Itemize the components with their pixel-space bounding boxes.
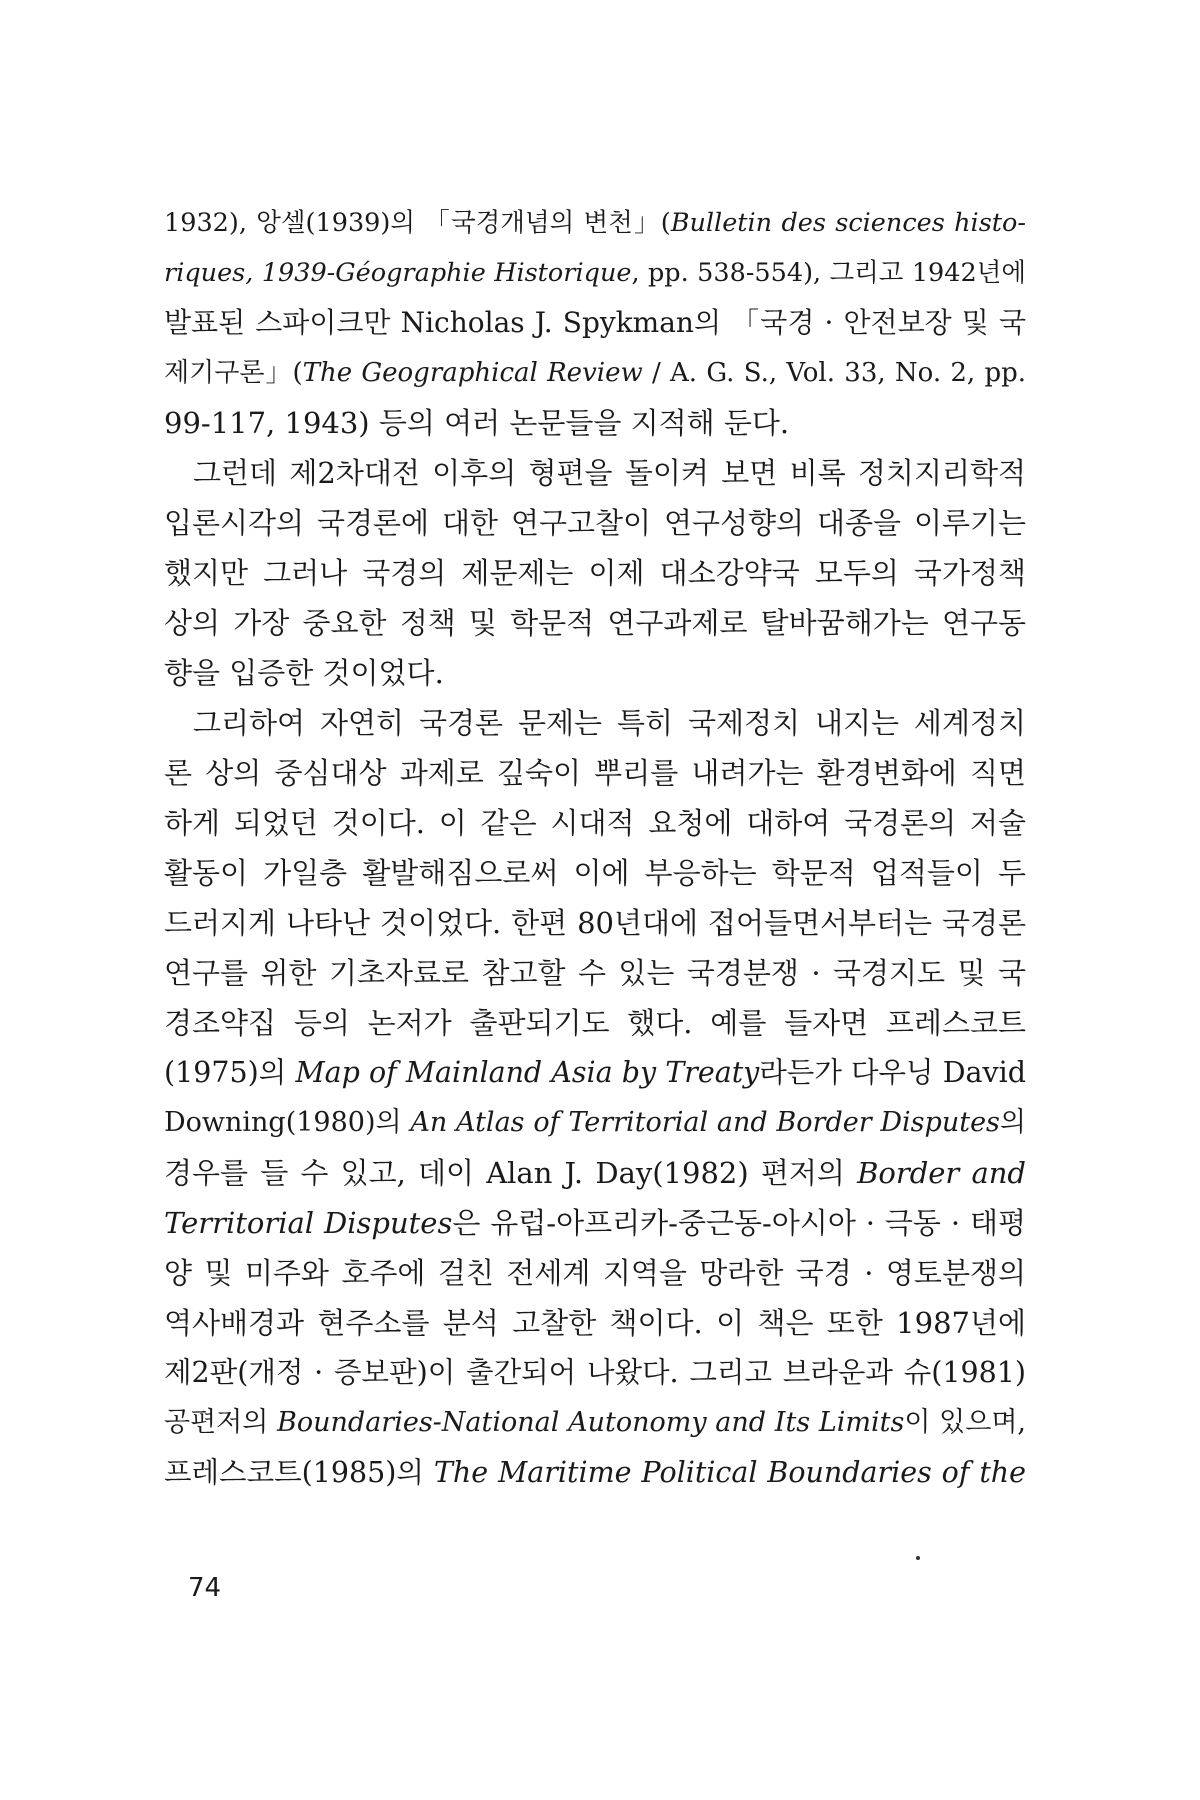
text-line xyxy=(164,548,1026,598)
italic-title-text: Bulletin des sciences histo- xyxy=(670,208,1026,238)
body-text-segment: 경우를 들 수 있고, 데이 Alan J. Day(1982) 편저의 xyxy=(164,1156,858,1190)
body-text-segment: 그런데 제2차대전 이후의 형편을 돌이켜 보면 비록 정치지리학적 xyxy=(193,456,1026,490)
text-line xyxy=(164,448,1026,498)
body-text-segment: 프레스코트(1985)의 xyxy=(164,1456,434,1489)
italic-title-text: Boundaries-National Autonomy and Its Limits xyxy=(277,1407,905,1438)
italic-title-text: The Maritime Political Boundaries of the xyxy=(433,1456,1027,1489)
text-line xyxy=(164,248,1026,298)
body-text xyxy=(164,198,1026,1498)
text-line xyxy=(164,398,1026,448)
body-text-segment: (1975)의 xyxy=(164,1056,296,1089)
body-text-segment: 역사배경과 현주소를 분석 고찰한 책이다. 이 책은 또한 1987년에 xyxy=(164,1306,1026,1340)
body-text-segment: 은 유럽-아프리카-중근동-아시아 · 극동 · 태평 xyxy=(452,1206,1026,1240)
text-line xyxy=(164,998,1026,1048)
body-text-segment: 했지만 그러나 국경의 제문제는 이제 대소강약국 모두의 국가정책 xyxy=(164,556,1026,590)
text-line xyxy=(164,1098,1026,1148)
body-text-segment: / A. G. S., Vol. 33, No. 2, pp. xyxy=(642,358,1027,388)
body-text-segment: 공편저의 xyxy=(164,1407,278,1438)
body-text-segment: 론 상의 중심대상 과제로 깊숙이 뿌리를 내려가는 환경변화에 직면 xyxy=(164,756,1026,790)
text-line xyxy=(164,298,1026,348)
stray-mark xyxy=(916,1556,920,1560)
text-line xyxy=(164,1148,1026,1198)
text-line xyxy=(164,748,1026,798)
body-text-segment: 1932), 앙셀(1939)의 「국경개념의 변천」( xyxy=(164,208,671,238)
body-text-segment: 그리하여 자연히 국경론 문제는 특히 국제정치 내지는 세계정치 xyxy=(193,706,1026,740)
body-text-segment: 입론시각의 국경론에 대한 연구고찰이 연구성향의 대종을 이루기는 xyxy=(164,506,1026,540)
body-text-segment: 이 있으며, xyxy=(904,1407,1026,1438)
body-text-segment: 연구를 위한 기초자료로 참고할 수 있는 국경분쟁 · 국경지도 및 국 xyxy=(164,956,1026,990)
text-line xyxy=(164,1448,1026,1498)
italic-title-text: Border and xyxy=(857,1156,1026,1190)
body-text-segment: 제기구론」( xyxy=(164,358,303,388)
text-line xyxy=(164,498,1026,548)
italic-title-text: Territorial Disputes xyxy=(164,1206,453,1240)
text-line xyxy=(164,648,1026,698)
body-text-segment: 하게 되었던 것이다. 이 같은 시대적 요청에 대하여 국경론의 저술 xyxy=(164,806,1026,840)
text-line xyxy=(164,348,1026,398)
text-line xyxy=(164,698,1026,748)
body-text-segment: , pp. 538-554), 그리고 1942년에 xyxy=(631,258,1026,288)
body-text-segment: 양 및 미주와 호주에 걸친 전세계 지역을 망라한 국경 · 영토분쟁의 xyxy=(164,1256,1026,1290)
text-line xyxy=(164,948,1026,998)
italic-title-text: The Geographical Review xyxy=(302,358,643,388)
body-text-segment: 99-117, 1943) 등의 여러 논문들을 지적해 둔다. xyxy=(164,406,790,440)
body-text-segment: 향을 입증한 것이었다. xyxy=(164,656,444,690)
italic-title-text: riques, 1939-Géographie Historique xyxy=(164,258,632,288)
page-number: 74 xyxy=(188,1573,222,1603)
text-line xyxy=(164,798,1026,848)
text-line xyxy=(164,898,1026,948)
text-line xyxy=(164,848,1026,898)
text-line xyxy=(164,1398,1026,1448)
italic-title-text: An Atlas of Territorial and Border Disputes xyxy=(410,1107,1000,1138)
text-line xyxy=(164,1198,1026,1248)
body-text-segment: 경조약집 등의 논저가 출판되기도 했다. 예를 들자면 프레스코트 xyxy=(164,1006,1026,1040)
body-text-segment: Downing(1980)의 xyxy=(164,1107,411,1138)
body-text-segment: 드러지게 나타난 것이었다. 한편 80년대에 접어들면서부터는 국경론 xyxy=(164,906,1026,940)
text-line xyxy=(164,1348,1026,1398)
body-text-segment: 발표된 스파이크만 Nicholas J. Spykman의 「국경 · 안전보장 및 국 xyxy=(164,306,1026,339)
text-line xyxy=(164,1048,1026,1098)
text-line xyxy=(164,598,1026,648)
text-line xyxy=(164,198,1026,248)
body-text-segment: 상의 가장 중요한 정책 및 학문적 연구과제로 탈바꿈해가는 연구동 xyxy=(164,606,1026,640)
text-line xyxy=(164,1248,1026,1298)
body-text-segment: 활동이 가일층 활발해짐으로써 이에 부응하는 학문적 업적들이 두 xyxy=(164,856,1026,890)
body-text-segment: 의 xyxy=(999,1107,1026,1138)
italic-title-text: Map of Mainland Asia by Treaty xyxy=(295,1056,760,1089)
text-line xyxy=(164,1298,1026,1348)
body-text-segment: 제2판(개정 · 증보판)이 출간되어 나왔다. 그리고 브라운과 슈(1981) xyxy=(164,1356,1026,1389)
body-text-segment: 라든가 다우닝 David xyxy=(759,1056,1027,1089)
